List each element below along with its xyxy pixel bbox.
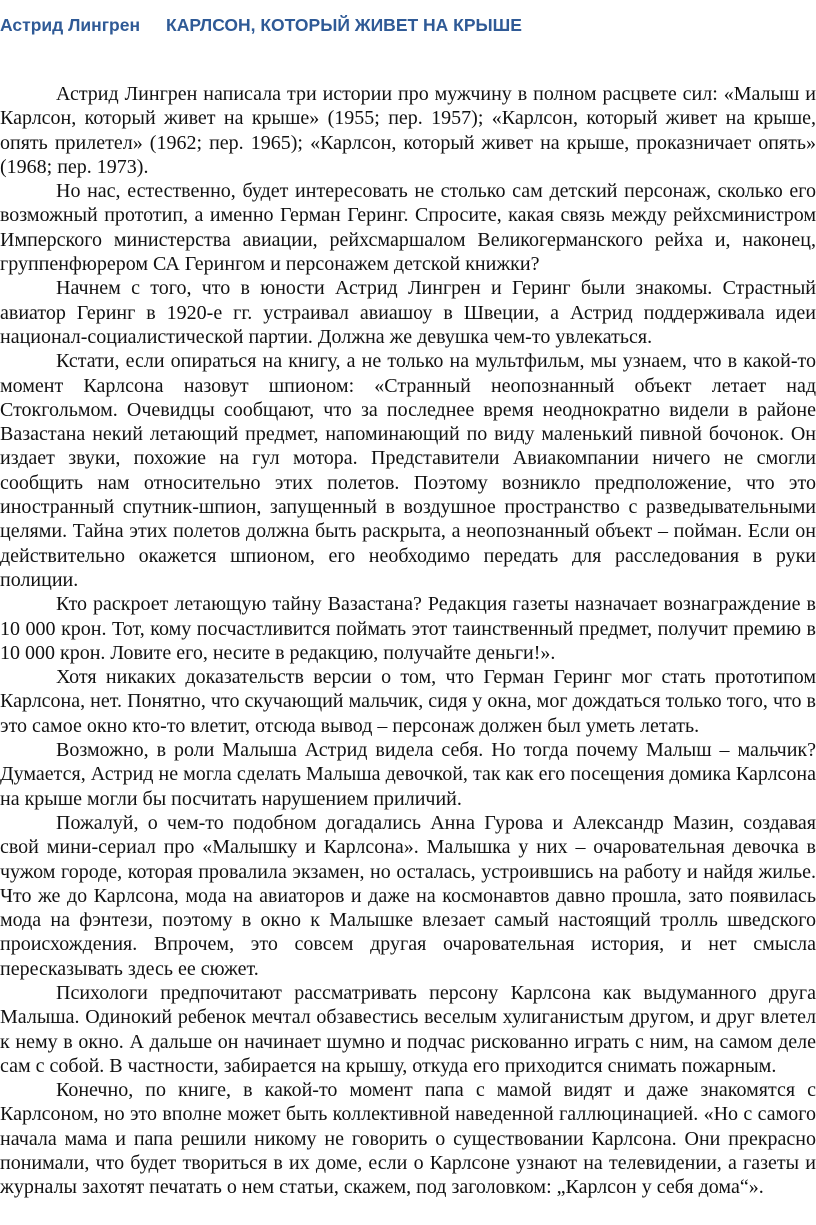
paragraph: Конечно, по книге, в какой-то момент папа с мамой видят и даже знакомятся с Карлсоном, но это вполне может быть коллективной наведенной галлюцинацией. «Но с самого начала мама и папа решили никому не говорить о существовании Карлсона. Они прекрасно понимали, что будет твориться в их доме, если о Карлсоне узнают на телевидении, а газеты и журналы захотят печатать о нем статьи, скажем, под заголовком: „Карлсон у себя дома“». [0,1079,816,1199]
author-name: Астрид Лингрен [0,15,141,35]
document-header [0,14,816,36]
paragraph: Пожалуй, о чем-то подобном догадались Анна Гурова и Александр Мазин, создавая свой мини-сериал про «Малышку и Карлсона». Малышка у них – очаровательная девочка в чужом городе, которая провалила экзамен, но осталась, устроившись на работу и найдя жилье. Что же до Карлсона, мода на авиаторов и даже на космонавтов давно прошла, зато появилась мода на фэнтези, поэтому в окно к Малышке влезает самый настоящий тролль шведского происхождения. Впрочем, это совсем другая очаровательная история, и нет смысла пересказывать здесь ее сюжет. [0,811,816,980]
paragraph: Астрид Лингрен написала три истории про мужчину в полном расцвете сил: «Малыш и Карлсон, который живет на крыше» (1955; пер. 1957); «Карлсон, который живет на крыше, опять прилетел» (1962; пер. 1965); «Карлсон, который живет на крыше, проказничает опять» (1968; пер. 1973). [0,83,816,178]
paragraph: Начнем с того, что в юности Астрид Лингрен и Геринг были знакомы. Страстный авиатор Геринг в 1920-е гг. устраивал авиашоу в Швеции, а Астрид поддерживала идеи национал-социалистической партии. Должна же девушка чем-то увлекаться. [0,277,816,348]
paragraph: Но нас, естественно, будет интересовать не столько сам детский персонаж, сколько его возможный прототип, а именно Герман Геринг. Спросите, какая связь между рейхсминистром Имперского министерства авиации, рейхсмаршалом Великогерманского рейха и, наконец, группенфюрером СА Герингом и персонажем детской книжки? [0,180,816,276]
document-title: КАРЛСОН, КОТОРЫЙ ЖИВЕТ НА КРЫШЕ [166,15,522,35]
paragraph: Психологи предпочитают рассматривать персону Карлсона как выдуманного друга Малыша. Одинокий ребенок мечтал обзавестись веселым хулиганистым другом, и друг влетел к нему в окно. А дальше он начинает шумно и подчас рискованно играть с ним, на самом деле сам с собой. В частности, забирается на крышу, откуда его приходится снимать пожарным. [0,981,816,1077]
paragraph: Возможно, в роли Малыша Астрид видела себя. Но тогда почему Малыш – мальчик? Думается, Астрид не могла сделать Малыша девочкой, так как его посещения домика Карлсона на крыше могли бы посчитать нарушением приличий. [0,739,816,810]
paragraph: Кстати, если опираться на книгу, а не только на мультфильм, мы узнаем, что в какой-то момент Карлсона назовут шпионом: «Странный неопознанный объект летает над Стокгольмом. Очевидцы сообщают, что за последнее время неоднократно видели в районе Вазастана некий летающий предмет, напоминающий по виду маленький пивной бочонок. Он издает звуки, похожие на гул мотора. Представители Авиакомпании ничего не смогли сообщить нам относительно этих полетов. Поэтому возникло предположение, что это иностранный спутник-шпион, запущенный в воздушное пространство с разведывательными целями. Тайна этих полетов должна быть раскрыта, а неопознанный объект – пойман. Если он действительно окажется шпионом, его необходимо передать для расследования в руки полиции. [0,350,816,591]
paragraph: Хотя никаких доказательств версии о том, что Герман Геринг мог стать прототипом Карлсона, нет. Понятно, что скучающий мальчик, сидя у окна, мог дождаться только того, что в это самое окно кто-то влетит, отсюда вывод – персонаж должен был уметь летать. [0,666,816,737]
document-body [0,82,816,1200]
paragraph: Кто раскроет летающую тайну Вазастана? Редакция газеты назначает вознаграждение в 10 000 крон. Тот, кому посчастливится поймать этот таинственный предмет, получит премию в 10 000 крон. Ловите его, несите в редакцию, получайте деньги!». [0,593,816,664]
